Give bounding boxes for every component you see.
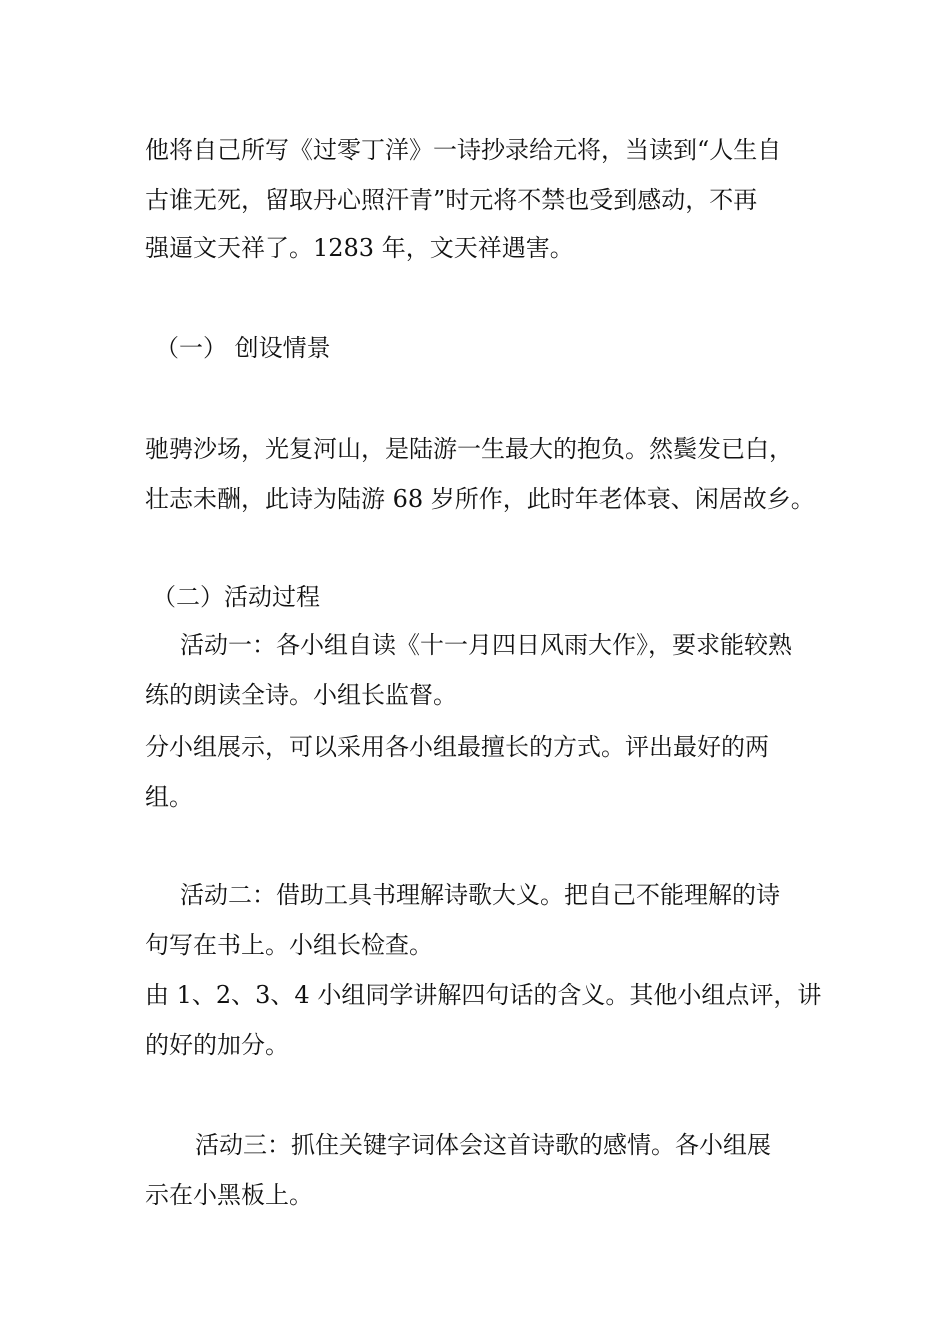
activity3-line: 活动三：抓住关键字词体会这首诗歌的感情。各小组展	[195, 1131, 771, 1159]
paragraph-line: 驰骋沙场，光复河山，是陆游一生最大的抱负。然鬓发已白，	[145, 435, 793, 463]
activity2-line: 句写在书上。小组长检查。	[145, 931, 433, 959]
activity1-line: 练的朗读全诗。小组长监督。	[145, 681, 457, 709]
activity2-line: 活动二：借助工具书理解诗歌大义。把自己不能理解的诗	[180, 881, 780, 909]
paragraph-line: 壮志未酬，此诗为陆游 68 岁所作，此时年老体衰、闲居故乡。	[145, 485, 815, 513]
paragraph-line: 强逼文天祥了。1283 年，文天祥遇害。	[145, 234, 574, 262]
activity1-line: 活动一：各小组自读《十一月四日风雨大作》，要求能较熟	[180, 631, 792, 659]
section-heading-1: （一） 创设情景	[155, 334, 331, 362]
paragraph-line: 古谁无死，留取丹心照汗青”时元将不禁也受到感动，不再	[145, 186, 758, 214]
activity2-line: 的好的加分。	[145, 1031, 289, 1059]
activity1-line: 组。	[145, 783, 193, 811]
activity3-line: 示在小黑板上。	[145, 1181, 313, 1209]
paragraph-line: 他将自己所写《过零丁洋》一诗抄录给元将，当读到“人生自	[145, 136, 782, 164]
activity2-line: 由 1、2、3、4 小组同学讲解四句话的含义。其他小组点评，讲	[145, 981, 822, 1009]
section-heading-2: （二）活动过程	[152, 583, 320, 611]
activity1-line: 分小组展示，可以采用各小组最擅长的方式。评出最好的两	[145, 733, 769, 761]
